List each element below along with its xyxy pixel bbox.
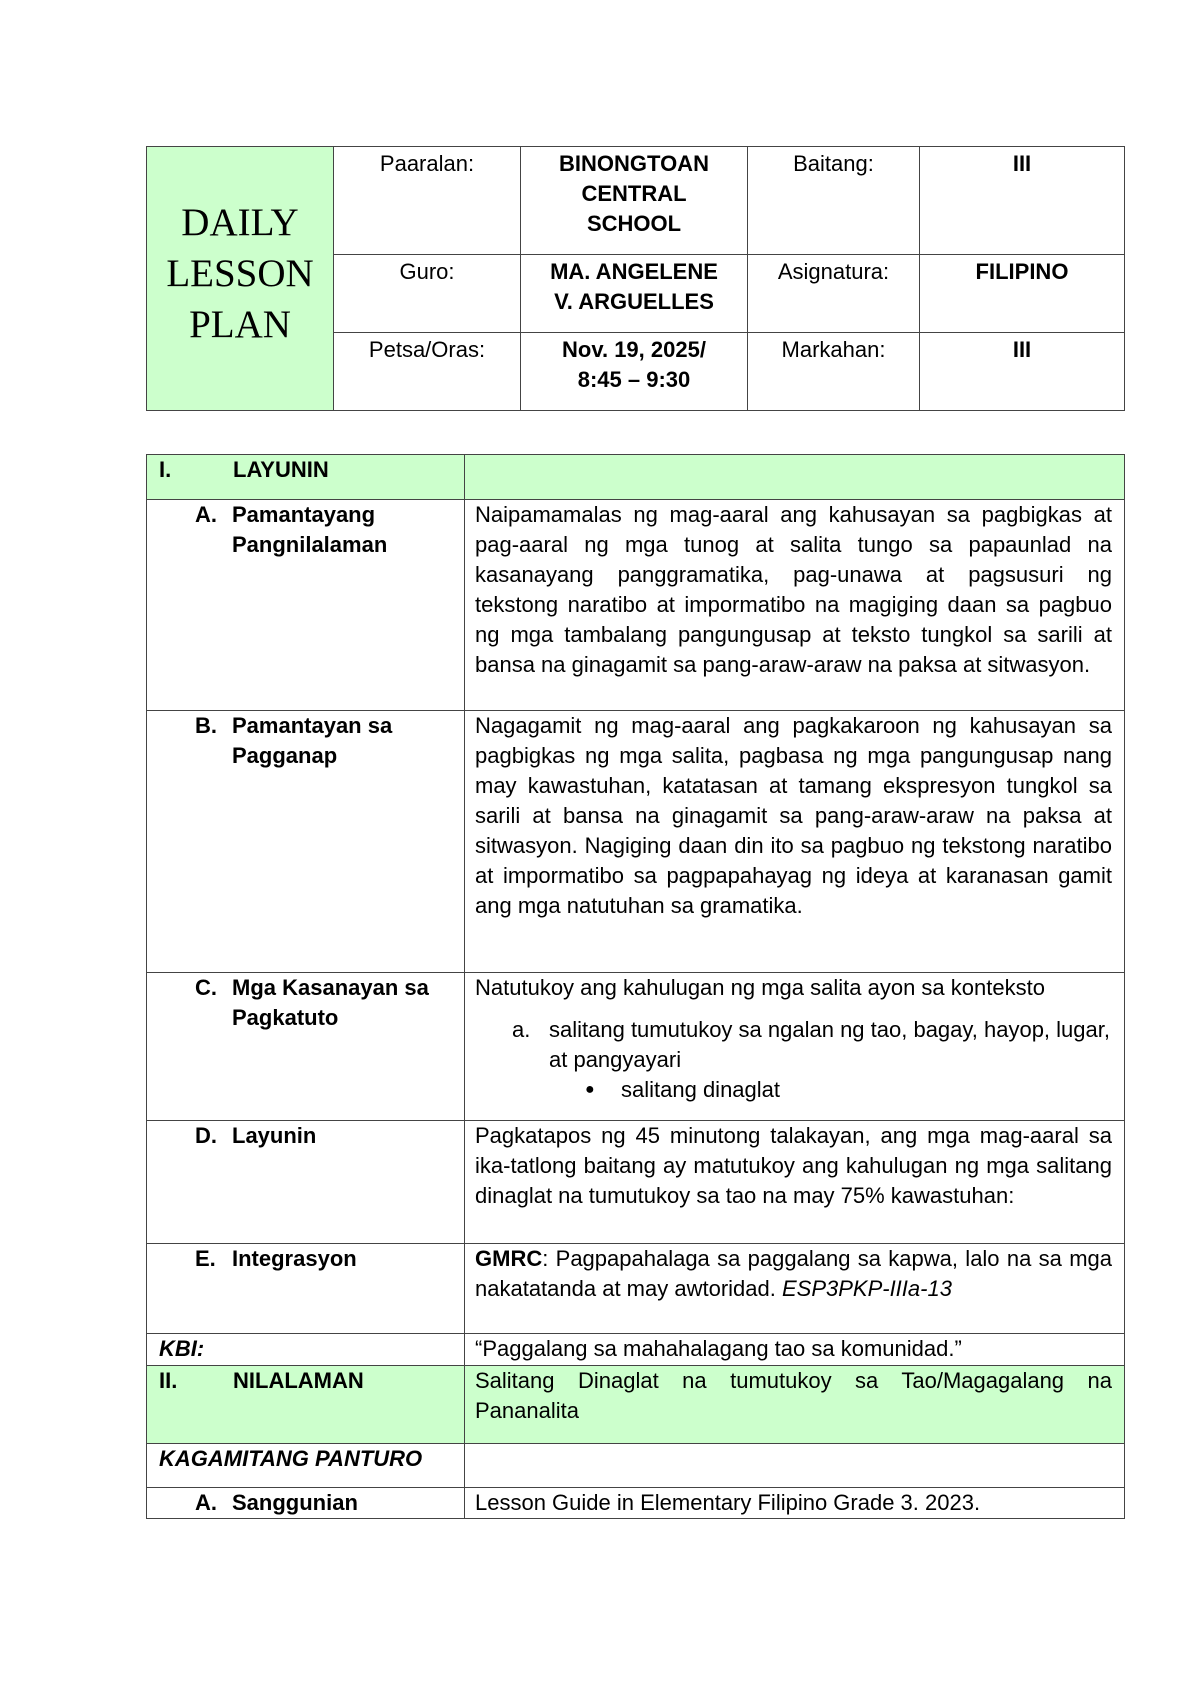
section-heading: [147, 1366, 465, 1444]
row-label-line: Pamantayang: [232, 502, 376, 527]
row-letter: B.: [195, 713, 217, 738]
row-label: [159, 711, 458, 771]
school-line: CENTRAL: [581, 181, 687, 206]
row-letter: E.: [195, 1246, 216, 1271]
school-value: [521, 147, 748, 255]
section-number: I.: [159, 457, 172, 482]
table-row: [147, 1334, 1125, 1366]
table-row: [147, 1244, 1125, 1334]
row-label-line: Pangnilalaman: [232, 532, 388, 557]
row-label: [159, 500, 458, 560]
grade-value: III: [920, 147, 1125, 255]
table-row: [147, 1488, 1125, 1519]
row-label-line: Pamantayan sa: [232, 713, 393, 738]
integration-subject: GMRC: [475, 1246, 543, 1271]
list-item-text: salitang dinaglat: [621, 1077, 781, 1102]
bullet-icon: ●: [585, 1081, 595, 1098]
materials-label: KAGAMITANG PANTURO: [147, 1444, 465, 1488]
row-letter: A.: [195, 1490, 217, 1515]
table-row: [147, 1444, 1125, 1488]
kbi-text: “Paggalang sa mahahalagang tao sa komunidad.”: [465, 1334, 1125, 1366]
date-label: Petsa/Oras:: [334, 333, 521, 411]
table-row: [147, 973, 1125, 1121]
row-label: [159, 1121, 458, 1151]
list-item: [475, 1015, 1112, 1075]
reference-text: Lesson Guide in Elementary Filipino Grade 3. 2023.: [465, 1488, 1125, 1519]
quarter-label: Markahan:: [748, 333, 920, 411]
list-item: [475, 1075, 1112, 1105]
content-text: Salitang Dinaglat na tumutukoy sa Tao/Magagalang na Pananalita: [465, 1366, 1125, 1444]
row-letter: D.: [195, 1123, 217, 1148]
table-row: [147, 1121, 1125, 1244]
row-label-line: Mga Kasanayan sa: [232, 975, 429, 1000]
subject-value: FILIPINO: [920, 255, 1125, 333]
section-number: II.: [159, 1368, 178, 1393]
teacher-label: Guro:: [334, 255, 521, 333]
row-label-line: Layunin: [232, 1123, 317, 1148]
table-row: [147, 711, 1125, 973]
competencies-cell: [465, 973, 1125, 1121]
content-standard-text: Naipamamalas ng mag-aaral ang kahusayan sa pagbigkas at pag-aaral ng mga tunog at salita tungo sa papaunlad na kasanayang panggramatika, pag-unawa at pagsusuri ng tekstong naratibo at impormatibo na magiging daan sa pagbuo ng mga tambalang pangungusap at teksto tungkol sa sarili at bansa na ginagamit sa pang-araw-araw na paksa at sitwasyon.: [465, 500, 1125, 711]
quarter-value: III: [920, 333, 1125, 411]
row-label-line: Pagkatuto: [232, 1005, 339, 1030]
school-line: SCHOOL: [586, 211, 682, 236]
list-item-text: salitang tumutukoy sa ngalan ng tao, bagay, hayop, lugar, at pangyayari: [549, 1017, 1110, 1072]
section-row-nilalaman: [147, 1366, 1125, 1444]
section-heading: [147, 455, 465, 500]
school-label: Paaralan:: [334, 147, 521, 255]
kbi-label: KBI:: [147, 1334, 465, 1366]
integration-code: ESP3PKP-IIIa-13: [781, 1276, 952, 1301]
teacher-line: MA. ANGELENE: [550, 259, 718, 284]
integration-text: [465, 1244, 1125, 1334]
section-label: LAYUNIN: [233, 457, 329, 482]
title-line: LESSON: [166, 252, 314, 295]
section-row-layunin: [147, 455, 1125, 500]
teacher-line: V. ARGUELLES: [554, 289, 714, 314]
row-label: [159, 973, 458, 1033]
row-label: [159, 1244, 458, 1274]
performance-standard-text: Nagagamit ng mag-aaral ang pagkakaroon ng kahusayan sa pagbigkas ng mga salita, pagbasa ng mga pangungusap nang may kawastuhan, katatasan at tamang ekspresyon tungkol sa sarili at bansa na ginagamit sa pang-araw-araw na paksa at sitwasyon. Nagiging daan din ito sa pagbuo ng tekstong naratibo at impormatibo sa pagpapahayag ng ideya at karanasan gamit ang mga natutuhan sa gramatika.: [465, 711, 1125, 973]
competency-text: Natutukoy ang kahulugan ng mga salita ayon sa konteksto: [475, 975, 1045, 1000]
row-label-line: Sanggunian: [232, 1490, 358, 1515]
title-line: DAILY: [181, 201, 299, 244]
teacher-value: [521, 255, 748, 333]
grade-label: Baitang:: [748, 147, 920, 255]
time-line: 8:45 – 9:30: [577, 367, 691, 392]
lesson-table: [146, 454, 1125, 1519]
row-label-line: Pagganap: [232, 743, 338, 768]
date-value: [521, 333, 748, 411]
header-table: [146, 146, 1125, 411]
date-line: Nov. 19, 2025/: [562, 337, 706, 362]
row-letter: C.: [195, 975, 217, 1000]
subject-label: Asignatura:: [748, 255, 920, 333]
objective-text: Pagkatapos ng 45 minutong talakayan, ang mga mag-aaral sa ika-tatlong baitang ay matutukoy ang kahulugan ng mga salitang dinaglat na tumutukoy sa tao na may 75% kawastuhan:: [465, 1121, 1125, 1244]
title-line: PLAN: [189, 303, 291, 346]
row-label-line: Integrasyon: [232, 1246, 357, 1271]
list-marker: a.: [512, 1017, 531, 1042]
school-line: BINONGTOAN: [559, 151, 709, 176]
integration-description: : Pagpapahalaga sa paggalang sa kapwa, lalo na sa mga nakatatanda at may awtoridad.: [475, 1246, 1112, 1301]
row-letter: A.: [195, 502, 217, 527]
section-label: NILALAMAN: [233, 1368, 364, 1393]
table-row: [147, 500, 1125, 711]
document-title: [147, 147, 334, 411]
row-label: [159, 1488, 458, 1518]
